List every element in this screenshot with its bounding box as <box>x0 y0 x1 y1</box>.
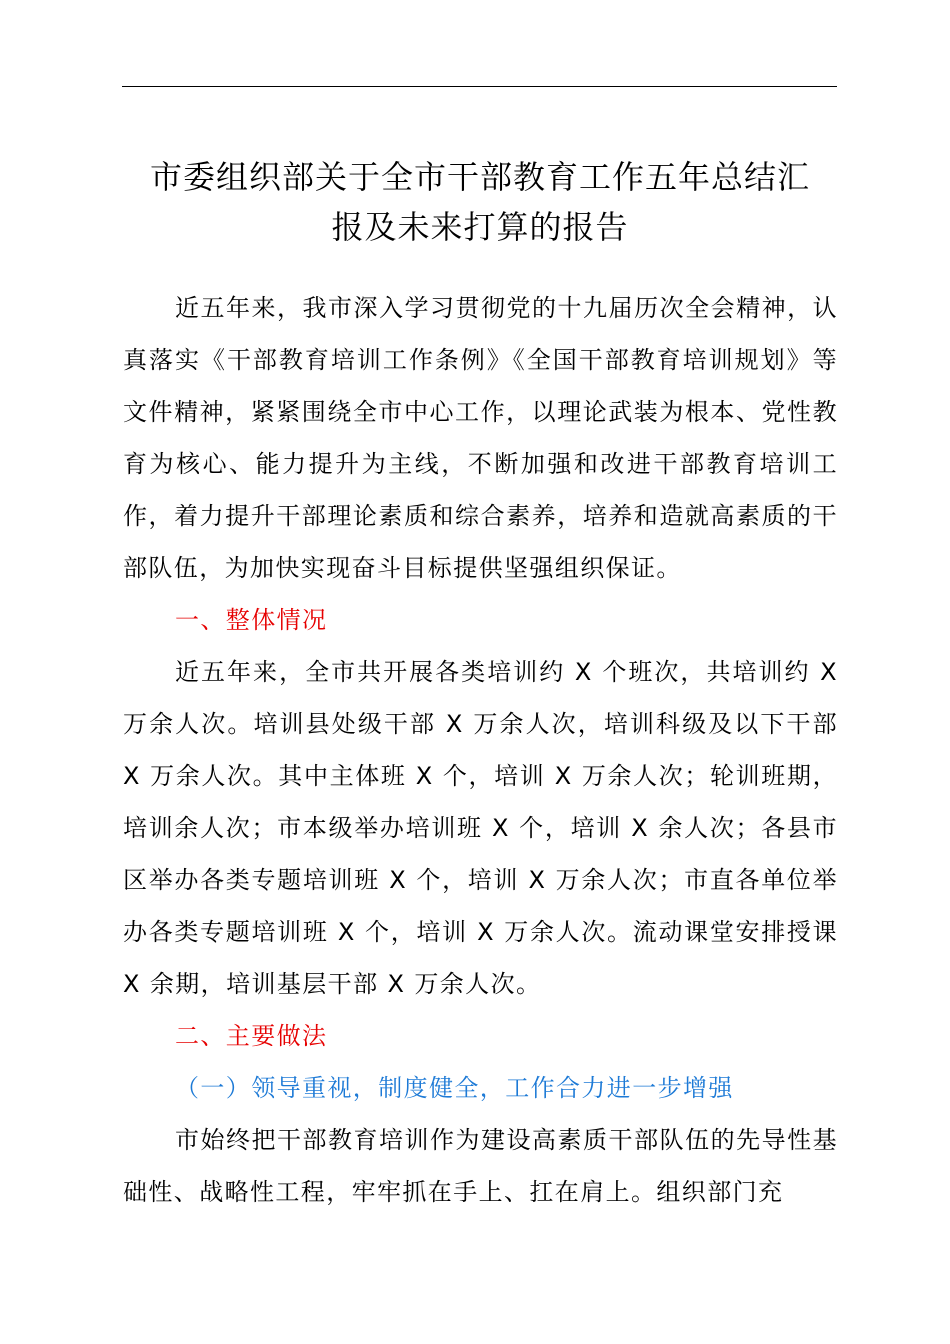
document-body <box>123 282 838 1218</box>
title-line-1: 市委组织部关于全市干部教育工作五年总结汇 <box>149 158 810 196</box>
paragraph-intro: 近五年来，我市深入学习贯彻党的十九届历次全会精神，认真落实《干部教育培训工作条例》《全国干部教育培训规划》等文件精神，紧紧围绕全市中心工作，以理论武装为根本、党性教育为核心、能力提升为主线，不断加强和改进干部教育培训工作，着力提升干部理论素质和综合素养，培养和造就高素质的干部队伍，为加快实现奋斗目标提供坚强组织保证。 <box>123 294 838 582</box>
subsection-heading-leadership: （一）领导重视，制度健全，工作合力进一步增强 <box>175 1074 734 1102</box>
paragraph-overview: 近五年来，全市共开展各类培训约 X 个班次，共培训约 X 万余人次。培训县处级干部 X 万余人次，培训科级及以下干部 X 万余人次。其中主体班 X 个，培训 X 万余人次；轮训班期，培训余人次；市本级举办培训班 X 个，培训 X 余人次；各县市区举办各类专题培训班 X 个，培训 X 万余人次；市直各单位举办各类专题培训班 X 个，培训 X 万余人次。流动课堂安排授课 X 余期，培训基层干部 X 万余人次。 <box>123 658 838 998</box>
top-rule <box>122 86 837 87</box>
section-heading-overview: 一、整体情况 <box>175 606 328 634</box>
title-line-2: 报及未来打算的报告 <box>331 208 629 246</box>
section-heading-practice: 二、主要做法 <box>175 1022 328 1050</box>
paragraph-practice: 市始终把干部教育培训作为建设高素质干部队伍的先导性基础性、战略性工程，牢牢抓在手上、扛在肩上。组织部门充 <box>123 1126 838 1206</box>
document-title <box>110 152 850 252</box>
